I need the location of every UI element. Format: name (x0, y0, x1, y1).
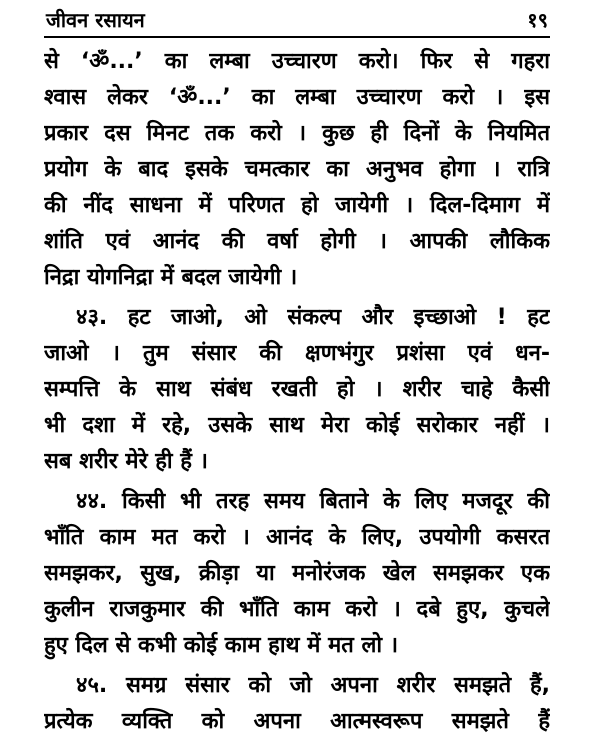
text-line: प्रयोग के बाद इसके चमत्कार का अनुभव होगा । रात्रि (44, 157, 550, 182)
paragraph-continuation (44, 44, 550, 296)
text-line: भाँति काम मत करो । आनंद के लिए, उपयोगी कसरत (44, 525, 550, 550)
text-line: से ‘ॐ...’ का लम्बा उच्चारण करो। फिर से गहरा (44, 49, 550, 74)
text-line: सम्पत्ति के साथ संबंध रखती हो । शरीर चाहे कैसी (44, 377, 550, 402)
text-line: प्रकार दस मिनट तक करो । कुछ ही दिनों के नियमित (44, 121, 550, 146)
paragraph-44 (44, 484, 550, 664)
page-number: १९ (527, 8, 548, 32)
text-line: ४३. हट जाओ, ओ संकल्प और इच्छाओ ! हट (76, 305, 550, 330)
text-line: निद्रा योगनिद्रा में बदल जायेगी । (44, 265, 298, 290)
text-line: जाओ । तुम संसार की क्षणभंगुर प्रशंसा एवं धन- (44, 341, 550, 366)
text-line: सब शरीर मेरे ही हैं । (44, 449, 208, 474)
running-header (44, 6, 550, 34)
text-line: हुए दिल से कभी कोई काम हाथ में मत लो । (44, 633, 399, 658)
text-line: समझकर, सुख, क्रीड़ा या मनोरंजक खेल समझकर एक (44, 561, 550, 586)
text-line: कुलीन राजकुमार की भाँति काम करो । दबे हुए, कुचले (44, 597, 550, 622)
text-line: ४५. समग्र संसार को जो अपना शरीर समझते हैं, (76, 673, 550, 698)
header-rule (44, 36, 550, 38)
text-line: शांति एवं आनंद की वर्षा होगी । आपकी लौकिक (44, 229, 550, 254)
text-line: भी दशा में रहे, उसके साथ मेरा कोई सरोकार नहीं । (44, 413, 550, 438)
text-line: श्वास लेकर ‘ॐ...’ का लम्बा उच्चारण करो । इस (44, 85, 550, 110)
text-line: की नींद साधना में परिणत हो जायेगी । दिल-दिमाग में (44, 193, 550, 218)
text-line: ४४. किसी भी तरह समय बिताने के लिए मजदूर की (76, 489, 550, 514)
text-line: प्रत्येक व्यक्ति को अपना आत्मस्वरूप समझते हैं (44, 709, 550, 734)
body-text (44, 44, 550, 740)
header-title: जीवन रसायन (46, 8, 145, 32)
paragraph-45 (44, 668, 550, 740)
paragraph-43 (44, 300, 550, 480)
